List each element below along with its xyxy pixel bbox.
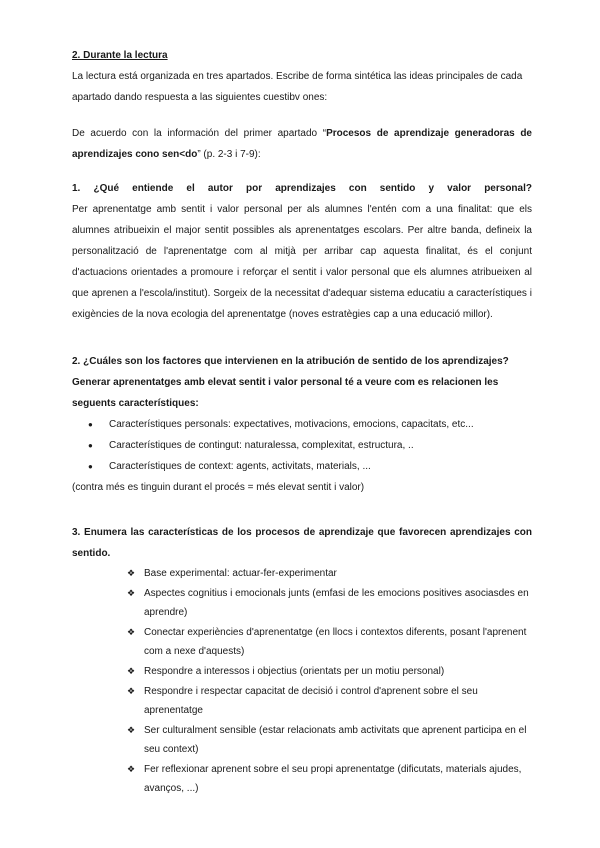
question-3-block (72, 522, 532, 799)
question-1-block (72, 178, 532, 325)
question-2-lead: Generar aprenentatges amb elevat sentit i valor personal té a veure com es relacionen les seguents característiques: (72, 377, 499, 409)
list-item: ❖ Respondre i respectar capacitat de decisió i control d'aprenent sobre el seu aprenentatge (72, 682, 532, 720)
list-item: ❖ Aspectes cognitius i emocionals junts (emfasi de les emocions positives asociasdes en aprendre) (72, 584, 532, 622)
intro-paragraph: La lectura está organizada en tres apartados. Escribe de forma sintética las ideas principales de cada apartado dando respuesta a las siguientes cuestibv ones: (72, 71, 523, 103)
diamond-bullet-icon: ❖ (127, 568, 136, 578)
list-item: ❖ Conectar experiències d'aprenentatge (en llocs i contextos diferents, posant l'aprenent com a nexe d'aquests) (72, 623, 532, 661)
question-3-heading: 3. Enumera las características de los procesos de aprendizaje que favorecen aprendizajes con sentido. (72, 527, 532, 559)
question-2-note: (contra més es tinguin durant el procés = més elevat sentit i valor) (72, 482, 365, 493)
list-item: ❖ Base experimental: actuar-fer-experimentar (72, 564, 532, 583)
list-item: ● Característiques de context: agents, activitats, materials, ... (72, 456, 532, 477)
question-2-bullet-list (72, 414, 532, 477)
list-item: ● Característiques de contingut: naturalessa, complexitat, estructura, .. (72, 435, 532, 456)
question-2-block (72, 351, 532, 498)
context-paragraph (72, 123, 532, 165)
diamond-bullet-icon: ❖ (127, 588, 136, 598)
context-bold-title: Procesos de aprendizaje generadoras de aprendizajes cono sen<do (72, 128, 532, 160)
list-item: ● Característiques personals: expectatives, motivacions, emocions, capacitats, etc... (72, 414, 532, 435)
question-1-heading: 1. ¿Qué entiende el autor por aprendizajes con sentido y valor personal? (72, 183, 532, 194)
diamond-bullet-icon: ❖ (127, 725, 136, 735)
question-3-list (72, 564, 532, 798)
section-title: 2. Durante la lectura (72, 50, 168, 61)
diamond-bullet-icon: ❖ (127, 686, 136, 696)
list-item: ❖ Respondre a interessos i objectius (orientats per un motiu personal) (72, 662, 532, 681)
diamond-bullet-icon: ❖ (127, 764, 136, 774)
diamond-bullet-icon: ❖ (127, 666, 136, 676)
question-2-heading: 2. ¿Cuáles son los factores que intervienen en la atribución de sentido de los aprendizajes? (72, 356, 509, 367)
list-item: ❖ Fer reflexionar aprenent sobre el seu propi aprenentatge (dificutats, materials ajudes, avanços, ...) (72, 760, 532, 798)
list-item: ❖ Ser culturalment sensible (estar relacionats amb activitats que aprenent participa en el seu context) (72, 721, 532, 759)
question-1-answer: Per aprenentatge amb sentit i valor personal per als alumnes l'entén com a una finalitat: que els alumnes atribueixin el major sentit possibles als aprenentatges escolars. Per altre banda, defineix la personalització de l'aprenentatge com al mitjà per arribar cap aquesta finalitat, és el conjunt d'actuacions orientades a promoure i reforçar el sentit i valor personal que els alumnes atribueixen al que aprenen a l'escola/institut). Sorgeix de la necessitat d'adequar sistema educatiu a característiques i exigències de la nova ecologia del aprenentatge (noves estratègies cap a una educació millor). (72, 204, 532, 320)
context-prefix: De acuerdo con la información del primer apartado “ (72, 128, 327, 139)
context-suffix: ” (p. 2-3 i 7-9): (197, 149, 261, 160)
diamond-bullet-icon: ❖ (127, 627, 136, 637)
